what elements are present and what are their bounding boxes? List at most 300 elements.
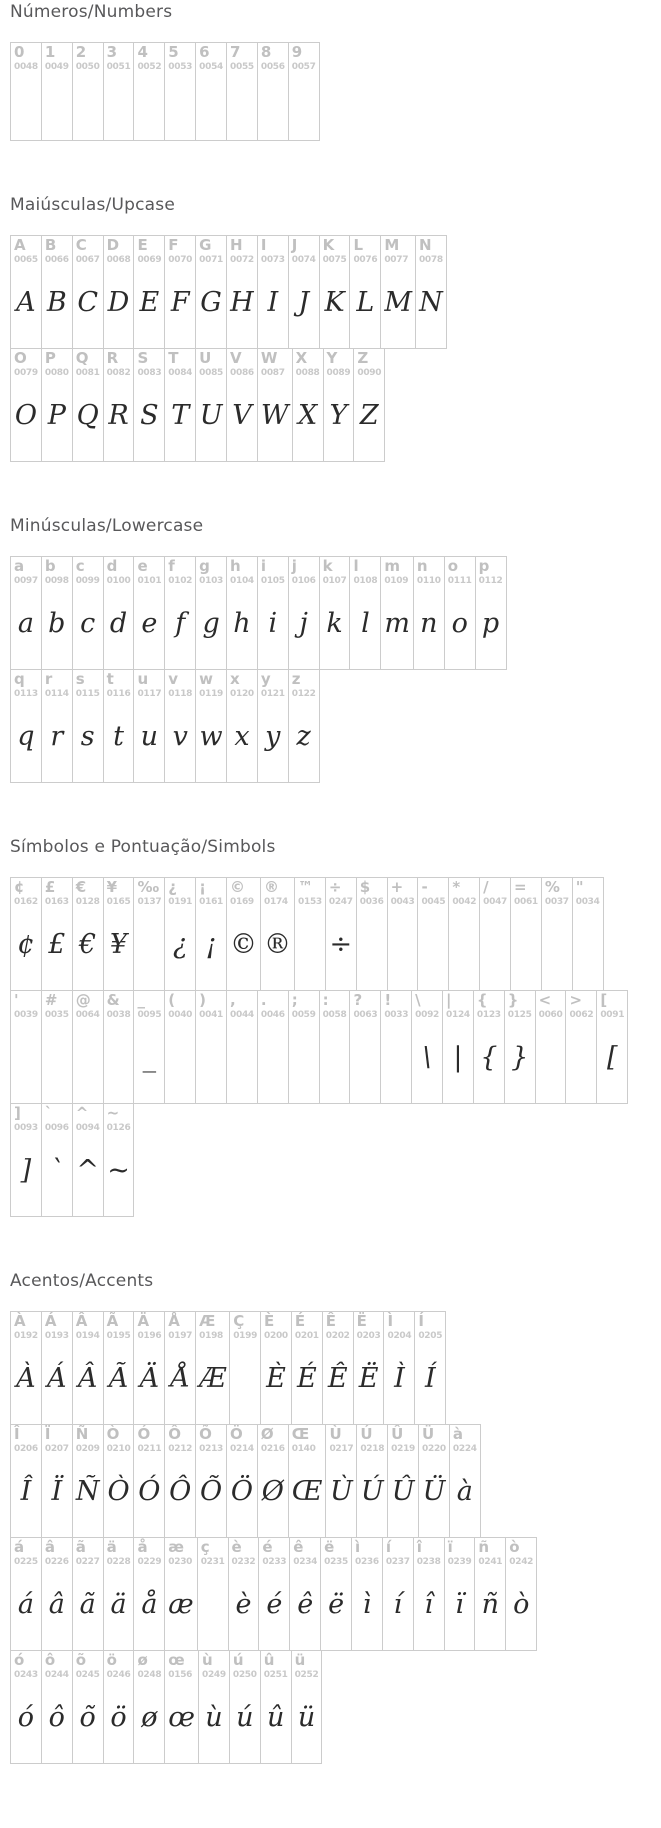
unicode-code: 0232 — [231, 1556, 256, 1567]
unicode-code: 0088 — [295, 367, 320, 378]
font-glyph — [201, 1567, 225, 1648]
reference-char: Z — [357, 349, 369, 367]
unicode-code: 0228 — [106, 1556, 131, 1567]
reference-char: Ì — [387, 1312, 394, 1330]
reference-char: ë — [324, 1538, 335, 1556]
font-glyph: P — [47, 399, 66, 431]
unicode-code: 0046 — [260, 1009, 285, 1020]
reference-char: k — [322, 557, 333, 575]
reference-char: % — [544, 878, 560, 896]
font-glyph: £ — [48, 928, 66, 960]
glyph-cell — [103, 1311, 135, 1425]
reference-char: Y — [326, 349, 338, 367]
unicode-code: 0251 — [263, 1669, 288, 1680]
unicode-code: 0209 — [75, 1443, 100, 1454]
reference-char: | — [446, 991, 452, 1009]
font-glyph: c — [80, 607, 96, 639]
glyph-cell — [226, 1424, 258, 1538]
glyph-cell — [257, 1424, 289, 1538]
font-glyph: B — [46, 286, 67, 318]
reference-char: n — [416, 557, 428, 575]
reference-char: 5 — [168, 43, 179, 61]
font-glyph: b — [48, 607, 66, 639]
font-glyph — [539, 1020, 563, 1101]
glyph-cell — [164, 556, 196, 670]
unicode-code: 0165 — [106, 896, 131, 907]
glyph-cell — [72, 1650, 104, 1764]
font-glyph: Z — [359, 399, 379, 431]
unicode-code: 0237 — [385, 1556, 410, 1567]
unicode-code: 0201 — [294, 1330, 319, 1341]
font-glyph: á — [17, 1588, 34, 1620]
font-glyph: ù — [205, 1701, 223, 1733]
unicode-code: 0078 — [418, 254, 443, 265]
unicode-code: 0116 — [106, 688, 131, 699]
unicode-code: 0065 — [14, 254, 38, 265]
font-glyph — [360, 907, 384, 988]
glyph-cell — [226, 235, 258, 349]
reference-char: ö — [106, 1651, 117, 1669]
reference-char: ! — [384, 991, 392, 1009]
font-glyph: H — [230, 286, 254, 318]
unicode-code: 0058 — [322, 1009, 347, 1020]
unicode-code: 0044 — [230, 1009, 254, 1020]
reference-char: Ç — [233, 1312, 245, 1330]
glyph-cell — [195, 1424, 227, 1538]
reference-char: í — [385, 1538, 391, 1556]
font-glyph: n — [420, 607, 438, 639]
reference-char: ì — [354, 1538, 361, 1556]
unicode-code: 0161 — [199, 896, 224, 907]
glyph-cell — [72, 42, 104, 141]
glyph-cell — [195, 1311, 230, 1425]
unicode-code: 0093 — [14, 1122, 38, 1133]
unicode-code: 0126 — [106, 1122, 131, 1133]
glyph-cell — [442, 990, 474, 1104]
glyph-cell — [356, 1424, 388, 1538]
reference-char: @ — [75, 991, 91, 1009]
glyph-cell — [133, 1311, 165, 1425]
unicode-code: 0053 — [168, 61, 193, 72]
glyph-row — [10, 1103, 661, 1217]
glyph-cell — [474, 1537, 506, 1651]
glyph-cell — [10, 1103, 42, 1217]
unicode-code: 0193 — [44, 1330, 69, 1341]
reference-char: T — [168, 349, 179, 367]
reference-char: 2 — [75, 43, 87, 61]
font-glyph: Â — [77, 1362, 98, 1394]
reference-char: $ — [359, 878, 371, 896]
glyph-cell — [596, 990, 628, 1104]
unicode-code: 0082 — [106, 367, 131, 378]
glyph-cell — [353, 1311, 385, 1425]
glyph-row — [10, 235, 661, 349]
reference-char: ø — [137, 1651, 148, 1669]
unicode-code: 0200 — [264, 1330, 288, 1341]
glyph-row — [10, 877, 661, 991]
reference-char: à — [452, 1425, 464, 1443]
unicode-code: 0064 — [75, 1009, 100, 1020]
font-glyph: y — [265, 720, 281, 752]
font-glyph: J — [298, 286, 310, 318]
reference-char: J — [291, 236, 298, 254]
unicode-code: 0112 — [478, 575, 503, 586]
unicode-code: 0079 — [14, 367, 38, 378]
glyph-cell — [353, 348, 385, 462]
unicode-code: 0086 — [230, 367, 254, 378]
glyph-cell — [195, 42, 227, 141]
glyph-row — [10, 1424, 661, 1538]
reference-char: ê — [293, 1538, 304, 1556]
font-glyph: i — [268, 607, 278, 639]
font-glyph — [261, 1020, 285, 1101]
glyph-cell — [10, 235, 42, 349]
reference-char: C — [75, 236, 87, 254]
glyph-cell — [41, 235, 73, 349]
reference-char: B — [44, 236, 57, 254]
glyph-cell — [10, 669, 42, 783]
glyph-cell — [164, 235, 196, 349]
font-glyph — [452, 907, 476, 988]
reference-char: ï — [447, 1538, 453, 1556]
glyph-cell — [260, 1650, 292, 1764]
glyph-cell — [72, 877, 104, 991]
font-glyph: Î — [20, 1475, 32, 1507]
reference-char: Ê — [325, 1312, 337, 1330]
reference-char: ô — [44, 1651, 56, 1669]
reference-char: ñ — [478, 1538, 490, 1556]
glyph-cell — [164, 42, 196, 141]
reference-char: ¿ — [168, 878, 177, 896]
font-glyph: } — [511, 1041, 529, 1073]
unicode-code: 0196 — [137, 1330, 162, 1341]
unicode-code: 0153 — [298, 896, 322, 907]
font-glyph: [ — [606, 1041, 618, 1073]
font-glyph: W — [260, 399, 289, 431]
glyph-cell — [41, 669, 73, 783]
font-glyph: E — [139, 286, 160, 318]
glyph-cell — [319, 556, 351, 670]
reference-char: U — [199, 349, 212, 367]
unicode-code: 0068 — [106, 254, 131, 265]
reference-char: > — [569, 991, 583, 1009]
unicode-code: 0206 — [14, 1443, 38, 1454]
reference-char: ÷ — [328, 878, 342, 896]
glyph-cell — [72, 669, 104, 783]
reference-char: z — [291, 670, 301, 688]
reference-char: E — [137, 236, 148, 254]
glyph-cell — [72, 990, 104, 1104]
glyph-cell — [257, 990, 289, 1104]
reference-char: : — [322, 991, 329, 1009]
font-glyph: ö — [110, 1701, 127, 1733]
reference-char: m — [384, 557, 400, 575]
glyph-cell — [10, 1424, 42, 1538]
font-glyph — [199, 1020, 223, 1101]
font-glyph: d — [109, 607, 128, 639]
font-glyph: ú — [236, 1701, 254, 1733]
font-glyph: I — [267, 286, 279, 318]
unicode-code: 0250 — [232, 1669, 257, 1680]
unicode-code: 0097 — [14, 575, 38, 586]
glyph-cell — [103, 348, 135, 462]
glyph-cell — [41, 556, 73, 670]
unicode-code: 0060 — [538, 1009, 563, 1020]
unicode-code: 0114 — [44, 688, 69, 699]
reference-char: Ø — [260, 1425, 274, 1443]
unicode-code: 0092 — [415, 1009, 440, 1020]
section-accents — [10, 1271, 661, 1764]
glyph-cell — [349, 235, 381, 349]
glyph-cell — [103, 42, 135, 141]
unicode-code: 0100 — [106, 575, 131, 586]
font-glyph: À — [16, 1362, 36, 1394]
glyph-cell — [418, 1424, 450, 1538]
unicode-code: 0102 — [168, 575, 193, 586]
unicode-code: 0042 — [452, 896, 477, 907]
font-glyph: C — [77, 286, 98, 318]
glyph-cell — [195, 556, 227, 670]
font-glyph: D — [107, 286, 130, 318]
reference-char: ã — [75, 1538, 86, 1556]
reference-char: ç — [200, 1538, 210, 1556]
glyph-cell — [288, 990, 320, 1104]
unicode-code: 0039 — [14, 1009, 38, 1020]
unicode-code: 0035 — [44, 1009, 69, 1020]
font-glyph: å — [141, 1588, 158, 1620]
glyph-cell — [72, 1103, 104, 1217]
section-numbers — [10, 2, 661, 141]
glyph-cell — [322, 1311, 354, 1425]
unicode-code: 0163 — [44, 896, 69, 907]
unicode-code: 0204 — [387, 1330, 412, 1341]
unicode-code: 0252 — [294, 1669, 319, 1680]
font-glyph: ü — [297, 1701, 316, 1733]
reference-char: ¡ — [199, 878, 206, 896]
reference-char: æ — [168, 1538, 185, 1556]
unicode-code: 0156 — [168, 1669, 193, 1680]
font-glyph — [107, 1020, 131, 1101]
font-glyph — [384, 1020, 408, 1101]
reference-char: 0 — [14, 43, 25, 61]
section-rows — [10, 556, 661, 783]
reference-char: \ — [415, 991, 421, 1009]
reference-char: Ë — [356, 1312, 367, 1330]
glyph-cell — [72, 1424, 104, 1538]
glyph-cell — [164, 1424, 196, 1538]
glyph-cell — [72, 1311, 104, 1425]
reference-char: < — [538, 991, 552, 1009]
unicode-code: 0043 — [390, 896, 415, 907]
reference-char: l — [353, 557, 359, 575]
font-glyph: o — [451, 607, 468, 639]
reference-char: ? — [353, 991, 363, 1009]
glyph-cell — [103, 1650, 135, 1764]
reference-char: & — [106, 991, 120, 1009]
unicode-code: 0242 — [509, 1556, 534, 1567]
unicode-code: 0059 — [291, 1009, 316, 1020]
unicode-code: 0085 — [199, 367, 224, 378]
section-rows — [10, 235, 661, 462]
font-glyph: Ù — [330, 1475, 353, 1507]
font-glyph — [261, 72, 285, 138]
font-glyph — [137, 72, 161, 138]
glyph-row — [10, 1311, 661, 1425]
reference-char: 9 — [291, 43, 303, 61]
reference-char: ( — [168, 991, 176, 1009]
reference-char: v — [168, 670, 179, 688]
glyph-cell — [164, 877, 196, 991]
font-glyph — [292, 1020, 316, 1101]
reference-char: H — [230, 236, 243, 254]
glyph-cell — [41, 1537, 73, 1651]
unicode-code: 0105 — [260, 575, 285, 586]
glyph-cell — [504, 990, 536, 1104]
unicode-code: 0109 — [384, 575, 409, 586]
glyph-cell — [444, 556, 476, 670]
glyph-cell — [257, 556, 289, 670]
unicode-code: 0033 — [384, 1009, 409, 1020]
unicode-code: 0236 — [354, 1556, 379, 1567]
font-glyph: Ö — [230, 1475, 254, 1507]
font-glyph: Ñ — [75, 1475, 100, 1507]
unicode-code: 0098 — [44, 575, 69, 586]
glyph-cell — [195, 348, 227, 462]
reference-char: S — [137, 349, 149, 367]
reference-char: ) — [199, 991, 207, 1009]
glyph-cell — [10, 877, 42, 991]
unicode-code: 0077 — [384, 254, 409, 265]
unicode-code: 0213 — [199, 1443, 224, 1454]
reference-char: p — [478, 557, 490, 575]
glyph-cell — [72, 556, 104, 670]
reference-char: Ó — [137, 1425, 151, 1443]
font-glyph: Ä — [139, 1362, 160, 1394]
unicode-code: 0246 — [106, 1669, 131, 1680]
font-glyph: ø — [141, 1701, 158, 1733]
font-glyph: ë — [328, 1588, 345, 1620]
unicode-code: 0061 — [514, 896, 538, 907]
section-lowercase — [10, 516, 661, 783]
reference-char: ^ — [75, 1104, 89, 1122]
reference-char: é — [262, 1538, 273, 1556]
reference-char: f — [168, 557, 175, 575]
glyph-cell — [103, 990, 135, 1104]
reference-char: © — [230, 878, 246, 896]
glyph-cell — [414, 1311, 446, 1425]
glyph-cell — [325, 1424, 357, 1538]
unicode-code: 0101 — [137, 575, 162, 586]
font-glyph — [168, 1020, 192, 1101]
reference-char: € — [75, 878, 87, 896]
font-glyph: é — [266, 1588, 283, 1620]
glyph-cell — [288, 235, 320, 349]
unicode-code: 0214 — [230, 1443, 254, 1454]
glyph-cell — [103, 669, 135, 783]
font-glyph: m — [384, 607, 410, 639]
font-glyph: ã — [79, 1588, 96, 1620]
unicode-code: 0107 — [322, 575, 347, 586]
reference-char: £ — [44, 878, 56, 896]
font-glyph: j — [299, 607, 308, 639]
unicode-code: 0038 — [106, 1009, 131, 1020]
reference-char: 4 — [137, 43, 148, 61]
font-glyph: õ — [79, 1701, 96, 1733]
font-glyph: è — [235, 1588, 252, 1620]
glyph-cell — [226, 990, 258, 1104]
unicode-code: 0211 — [137, 1443, 162, 1454]
font-glyph: v — [172, 720, 188, 752]
reference-char: Î — [14, 1425, 20, 1443]
font-glyph: Ê — [327, 1362, 348, 1394]
font-glyph: Y — [329, 399, 348, 431]
unicode-code: 0194 — [75, 1330, 100, 1341]
reference-char: â — [44, 1538, 55, 1556]
glyph-cell — [288, 669, 320, 783]
reference-char: " — [575, 878, 584, 896]
font-glyph: Á — [47, 1362, 67, 1394]
unicode-code: 0056 — [260, 61, 285, 72]
reference-char: i — [260, 557, 267, 575]
font-glyph: ä — [110, 1588, 127, 1620]
reference-char: Q — [75, 349, 89, 367]
section-rows — [10, 877, 661, 1217]
unicode-code: 0241 — [478, 1556, 503, 1567]
unicode-code: 0229 — [137, 1556, 162, 1567]
reference-char: ¥ — [106, 878, 118, 896]
font-glyph: ô — [48, 1701, 65, 1733]
glyph-cell — [292, 348, 324, 462]
unicode-code: 0119 — [199, 688, 224, 699]
glyph-row — [10, 1537, 661, 1651]
reference-char: À — [14, 1312, 26, 1330]
glyph-cell — [289, 1537, 321, 1651]
glyph-cell — [356, 877, 388, 991]
unicode-code: 0066 — [44, 254, 69, 265]
reference-char: o — [447, 557, 459, 575]
unicode-code: 0084 — [168, 367, 193, 378]
font-glyph: e — [141, 607, 158, 639]
reference-char: ò — [509, 1538, 520, 1556]
sections-container — [10, 2, 661, 1764]
unicode-code: 0118 — [168, 688, 193, 699]
glyph-cell — [228, 1537, 260, 1651]
glyph-row — [10, 990, 661, 1104]
glyph-cell — [380, 235, 416, 349]
glyph-cell — [10, 556, 42, 670]
glyph-row — [10, 669, 661, 783]
section-symbols — [10, 837, 661, 1217]
font-glyph: ÷ — [329, 928, 353, 960]
font-glyph: t — [113, 720, 124, 752]
glyph-cell — [103, 235, 135, 349]
glyph-cell — [133, 42, 165, 141]
font-glyph: ® — [264, 928, 292, 960]
unicode-code: 0089 — [326, 367, 351, 378]
font-glyph: O — [14, 399, 37, 431]
font-glyph: k — [326, 607, 343, 639]
glyph-cell — [195, 235, 227, 349]
glyph-cell — [10, 1650, 42, 1764]
reference-char: ® — [264, 878, 280, 896]
unicode-code: 0202 — [325, 1330, 350, 1341]
font-glyph — [233, 1341, 257, 1422]
glyph-cell — [72, 1537, 104, 1651]
font-glyph: L — [356, 286, 375, 318]
reference-char: M — [384, 236, 400, 254]
reference-char: } — [507, 991, 519, 1009]
reference-char: _ — [137, 991, 145, 1009]
